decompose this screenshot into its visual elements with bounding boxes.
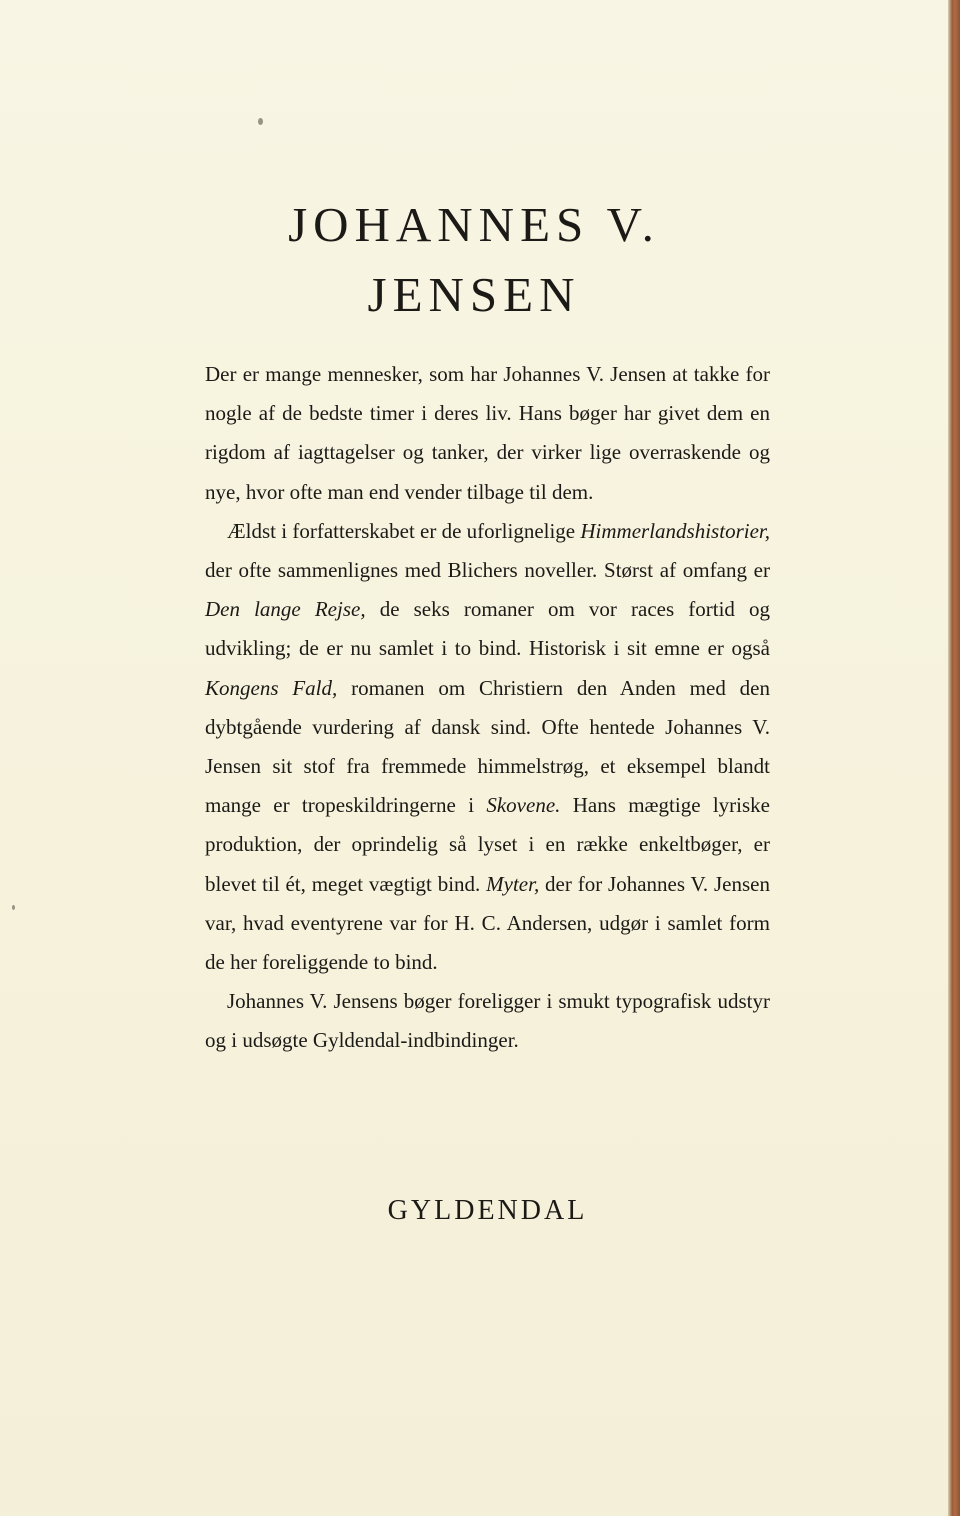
blurb-paragraph-1: Der er mange mennesker, som har Johannes V. Jensen at takke for nogle af de bedste timer i deres liv. Hans bøger har givet dem en rigdom af iagttagelser og tanker, der virker lige overraskende og nye, hvor ofte man end vender tilbage til dem. bbox=[205, 362, 770, 504]
blurb-text-run: romanen om Christiern den Anden med den dybtgående vurdering af dansk sind. Ofte hentede Johannes V. Jensen sit stof fra fremmede himmelstrøg, et eksempel blandt mange er tropeskildringerne i bbox=[205, 675, 770, 818]
blurb-text-run: der for Johannes V. Jensen var, hvad eventyrene var for H. C. Andersen, udgør i samlet form de her foreliggende to bind. bbox=[205, 871, 770, 975]
blurb-text-run: Ældst i forfatterskabet er de uforlignelige bbox=[227, 518, 581, 543]
book-title-myter: Myter, bbox=[486, 871, 540, 896]
blurb-text-run: de seks romaner om vor races fortid og udvikling; de er nu samlet i to bind. Historisk i sit emne er også bbox=[205, 597, 771, 661]
publisher-name: GYLDENDAL bbox=[387, 1195, 588, 1226]
blurb-paragraph-2 bbox=[205, 512, 770, 982]
paper-speck bbox=[12, 905, 15, 910]
spine-edge bbox=[948, 0, 960, 1516]
blurb-text-run: der ofte sammenlignes med Blichers noveller. Størst af omfang er bbox=[205, 558, 770, 583]
book-title-den-lange-rejse: Den lange Rejse, bbox=[205, 597, 366, 622]
paper-speck bbox=[258, 118, 263, 125]
blurb-paragraph-3: Johannes V. Jensens bøger foreligger i smukt typografisk udstyr og i udsøgte Gyldendal-indbindinger. bbox=[205, 989, 770, 1053]
author-name-line-2: JENSEN bbox=[367, 267, 581, 322]
blurb-text bbox=[205, 355, 770, 1061]
book-title-himmerlandshistorier: Himmerlandshistorier, bbox=[580, 518, 770, 543]
book-title-skovene: Skovene. bbox=[486, 793, 561, 818]
author-name-line-1: JOHANNES V. bbox=[288, 197, 660, 252]
book-title-kongens-fald: Kongens Fald, bbox=[205, 675, 338, 700]
blurb-text-run: Hans mægtige lyriske produktion, der oprindelig så lyset i en række enkeltbøger, er blevet til ét, meget vægtigt bind. bbox=[205, 793, 771, 896]
